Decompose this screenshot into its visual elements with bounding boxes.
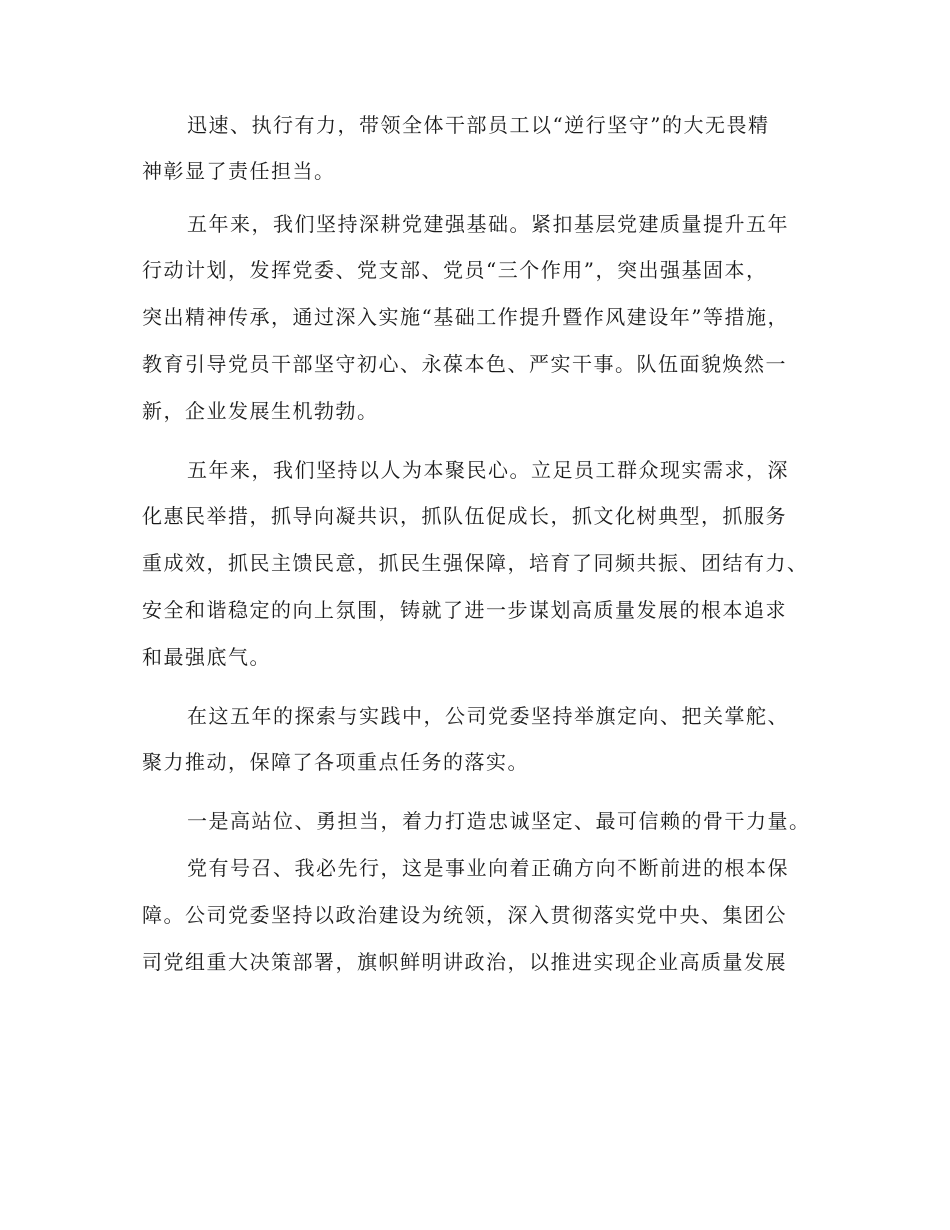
text-line-5: 突出精神传承，通过深入实施“基础工作提升暨作风建设年”等措施， (142, 305, 789, 329)
text-line-11: 安全和谐稳定的向上氛围，铸就了进一步谋划高质量发展的根本追求 (142, 598, 787, 622)
text-line-7: 新，企业发展生机勃勃。 (142, 399, 379, 423)
text-line-8: 五年来，我们坚持以人为本聚民心。立足员工群众现实需求，深 (187, 458, 789, 482)
text-line-15: 一是高站位、勇担当，着力打造忠诚坚定、最可信赖的骨干力量。 (187, 809, 811, 833)
text-line-6: 教育引导党员干部坚守初心、永葆本色、严实干事。队伍面貌焕然一 (142, 352, 787, 376)
text-line-17: 障。公司党委坚持以政治建设为统领，深入贯彻落实党中央、集团公 (142, 903, 787, 927)
text-line-3: 五年来，我们坚持深耕党建强基础。紧扣基层党建质量提升五年 (187, 212, 789, 236)
text-line-14: 聚力推动，保障了各项重点任务的落实。 (142, 750, 529, 774)
text-line-18: 司党组重大决策部署，旗帜鲜明讲政治，以推进实现企业高质量发展 (142, 950, 787, 974)
text-line-4: 行动计划，发挥党委、党支部、党员“三个作用”，突出强基固本， (142, 258, 768, 282)
text-line-9: 化惠民举措，抓导向凝共识，抓队伍促成长，抓文化树典型，抓服务 (142, 504, 787, 528)
text-line-2: 神彰显了责任担当。 (142, 159, 336, 183)
text-line-16: 党有号召、我必先行，这是事业向着正确方向不断前进的根本保 (187, 856, 789, 880)
text-line-13: 在这五年的探索与实践中，公司党委坚持举旗定向、把关掌舵、 (187, 704, 789, 728)
text-line-12: 和最强底气。 (142, 645, 271, 669)
text-line-1: 迅速、执行有力，带领全体干部员工以“逆行坚守”的大无畏精 (187, 113, 770, 137)
text-line-10: 重成效，抓民主馈民意，抓民生强保障，培育了同频共振、团结有力、 (142, 551, 809, 575)
